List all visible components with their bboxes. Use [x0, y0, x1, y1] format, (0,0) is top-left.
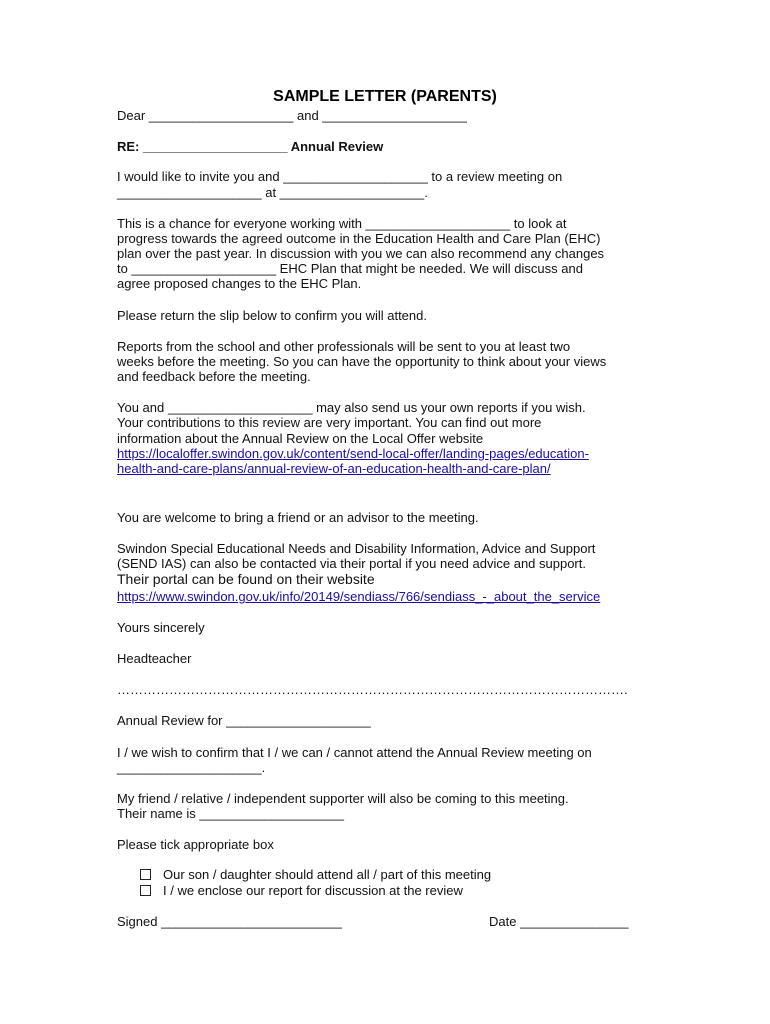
chance-line-3: plan over the past year. In discussion with you we can also recommend any changes: [117, 246, 605, 261]
reports-line-3: and feedback before the meeting.: [117, 369, 311, 384]
confirm-line-2: ____________________.: [117, 760, 266, 775]
option-report: [140, 883, 463, 898]
contrib-line-3: information about the Annual Review on the Local Offer website: [117, 431, 484, 446]
reports-line-2: weeks before the meeting. So you can have the opportunity to think about your views: [117, 354, 607, 369]
sendias-link[interactable]: https://www.swindon.gov.uk/info/20149/sendiass/766/sendiass_-_about_the_service: [117, 589, 601, 604]
reports-line-1: Reports from the school and other professionals will be sent to you at least two: [117, 339, 571, 354]
return-slip-line: Please return the slip below to confirm you will attend.: [117, 308, 427, 323]
contrib-line-1: You and ____________________ may also send us your own reports if you wish.: [117, 400, 586, 415]
report-checkbox[interactable]: [140, 885, 151, 896]
chance-line-5: agree proposed changes to the EHC Plan.: [117, 276, 362, 291]
local-offer-link-2[interactable]: health-and-care-plans/annual-review-of-an-education-health-and-care-plan/: [117, 461, 551, 476]
date-line: Date _______________: [489, 914, 629, 929]
signatory: Headteacher: [117, 651, 192, 666]
attend-checkbox[interactable]: [140, 869, 151, 880]
chance-line-1: This is a chance for everyone working with ____________________ to look at: [117, 216, 567, 231]
option-attend: [140, 867, 491, 882]
re-line: RE: ____________________ Annual Review: [117, 139, 384, 154]
slip-annual-review: Annual Review for ____________________: [117, 713, 371, 728]
option-report-label: I / we enclose our report for discussion at the review: [163, 883, 463, 898]
friend-line-1: My friend / relative / independent supporter will also be coming to this meeting.: [117, 791, 569, 806]
signed-line: Signed _________________________: [117, 914, 342, 929]
dear-line: Dear ____________________ and ____________________: [117, 108, 467, 123]
sendias-line-1: Swindon Special Educational Needs and Disability Information, Advice and Support: [117, 541, 596, 556]
welcome-line: You are welcome to bring a friend or an advisor to the meeting.: [117, 510, 479, 525]
contrib-line-2: Your contributions to this review are very important. You can find out more: [117, 415, 542, 430]
sendias-line-2: (SEND IAS) can also be contacted via their portal if you need advice and support.: [117, 556, 586, 571]
invite-line-2: ____________________ at ____________________.: [117, 185, 428, 200]
option-attend-label: Our son / daughter should attend all / part of this meeting: [163, 867, 492, 882]
letter-title: SAMPLE LETTER (PARENTS): [273, 88, 497, 105]
sign-off: Yours sincerely: [117, 620, 205, 635]
tick-instruction: Please tick appropriate box: [117, 837, 274, 852]
friend-line-2: Their name is ____________________: [117, 806, 344, 821]
confirm-line-1: I / we wish to confirm that I / we can / cannot attend the Annual Review meeting on: [117, 745, 592, 760]
local-offer-link-1[interactable]: https://localoffer.swindon.gov.uk/content/send-local-offer/landing-pages/education-: [117, 446, 589, 461]
cut-line: ……………………………………………………………………………………………………….: [117, 682, 628, 697]
invite-line-1: I would like to invite you and ____________________ to a review meeting on: [117, 169, 563, 184]
portal-line: Their portal can be found on their website: [117, 571, 375, 587]
chance-line-4: to ____________________ EHC Plan that might be needed. We will discuss and: [117, 261, 583, 276]
chance-line-2: progress towards the agreed outcome in the Education Health and Care Plan (EHC): [117, 231, 601, 246]
